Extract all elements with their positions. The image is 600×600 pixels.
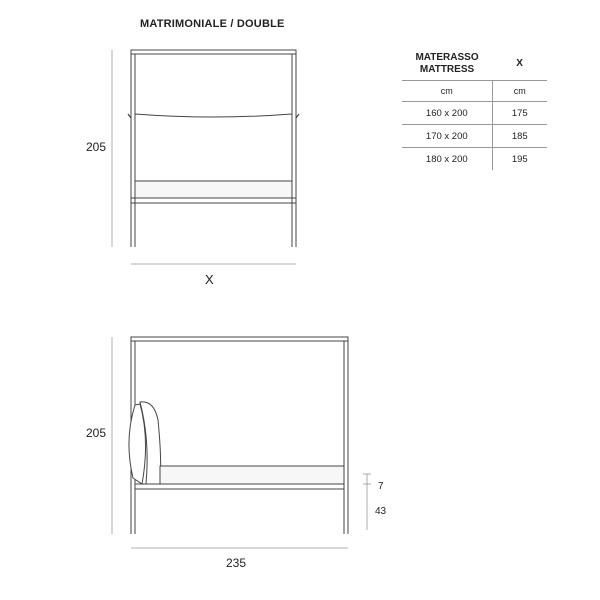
side-length-label: 235: [226, 556, 247, 570]
size-table: [402, 48, 547, 170]
table-row: [402, 125, 547, 148]
table-header-row: [402, 48, 547, 81]
table-cell: 195: [492, 148, 547, 171]
table-row: [402, 102, 547, 125]
table-units-row: [402, 81, 547, 102]
side-view-bed: [129, 337, 348, 534]
table-cell: 180 x 200: [402, 148, 492, 171]
base-height-label: 43: [375, 506, 387, 517]
table-cell: 185: [492, 125, 547, 148]
mattress-height-label: 7: [378, 481, 384, 492]
table-header-x: X: [516, 58, 523, 69]
table-row: [402, 148, 547, 171]
side-height-label: 205: [86, 426, 107, 440]
unit-cell: cm: [402, 81, 492, 102]
table-header-mattress: [402, 48, 492, 81]
mattress-base-dim-lines: [363, 474, 371, 530]
front-view-bed: [128, 50, 299, 247]
front-width-label: X: [205, 272, 214, 287]
unit-cell: cm: [492, 81, 547, 102]
front-height-label: 205: [86, 140, 107, 154]
header-line-1: MATERASSO: [415, 52, 479, 63]
drawing-title: MATRIMONIALE / DOUBLE: [140, 18, 285, 30]
table-cell: 160 x 200: [402, 102, 492, 125]
table-cell: 170 x 200: [402, 125, 492, 148]
header-line-2: MATTRESS: [419, 64, 475, 75]
table-cell: 175: [492, 102, 547, 125]
